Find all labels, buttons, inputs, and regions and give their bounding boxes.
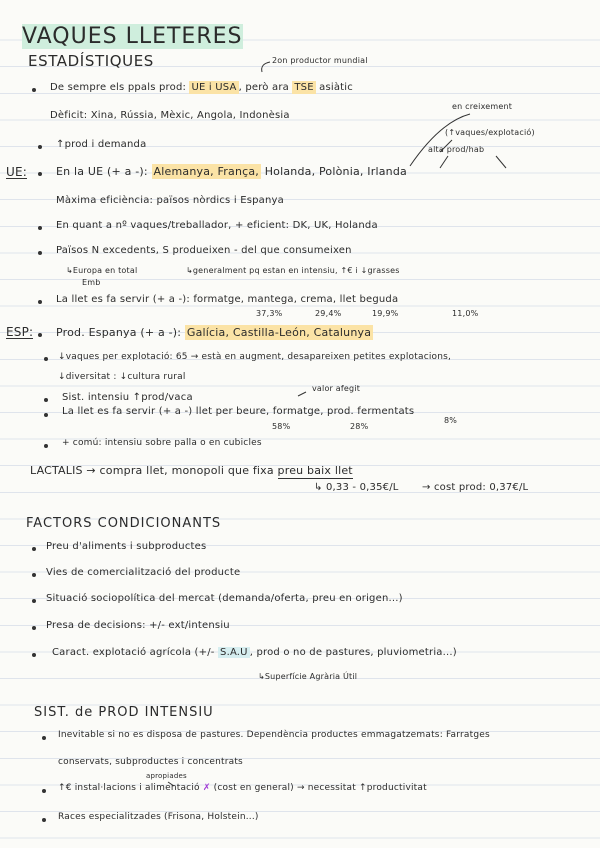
bullet-3 (38, 172, 42, 176)
heading-estadistiques: ESTADÍSTIQUES (28, 52, 154, 70)
annotation-valor-afegit: valor afegit (312, 384, 361, 393)
caract-pre: Caract. explotació agrícola (+/- (52, 647, 215, 658)
purple-x-icon: ✗ (202, 783, 211, 793)
caract-post: , prod o no de pastures, pluviometria...) (249, 647, 457, 658)
bullet-8 (44, 357, 48, 361)
annotation-europa-total: ↳Europa en total (66, 266, 138, 275)
line-lactalis-pre: LACTALIS → compra llet, monopoli que fixa (30, 464, 274, 477)
instal-post: (cost en general) → necessitat ↑productivitat (213, 783, 427, 793)
line-lactalis (30, 465, 353, 476)
highlight-tse: TSE (294, 82, 314, 93)
annotation-apropiades: apropiades (146, 772, 187, 780)
line-maxima-eficiencia: Màxima eficiència: països nòrdics i Espanya (56, 195, 284, 206)
bullet-15 (32, 626, 36, 630)
annotation-sau: ↳Superfície Agrària Útil (258, 672, 358, 681)
line-races: Races especialitzades (Frisona, Holstein...) (58, 812, 259, 822)
line-ppals-prod-mid: , però ara (238, 82, 289, 93)
arrow-alta-prod-1 (440, 156, 448, 168)
highlight-galicia-castilla-catalunya: Galícia, Castilla-León, Catalunya (186, 326, 372, 339)
line-comu: + comú: intensiu sobre palla o en cubicles (62, 438, 262, 448)
annotation-alta-prod: alta prod/hab (428, 145, 485, 154)
factor-item-1: Preu d'aliments i subproductes (46, 541, 207, 552)
bullet-17 (42, 736, 46, 740)
annotation-vaques-explotacio: (↑vaques/explotació) (445, 128, 535, 137)
line-paisos: Països N excedents, S produeixen - del que consumeixen (56, 245, 352, 256)
line-ppals-prod-post: asiàtic (319, 82, 353, 93)
highlight-ue-usa: UE i USA (191, 82, 237, 93)
bullet-6 (38, 300, 42, 304)
bullet-10 (44, 413, 48, 417)
bullet-13 (32, 573, 36, 577)
bullet-9 (44, 398, 48, 402)
arrow-creixement (410, 114, 470, 166)
bullet-7 (38, 333, 42, 337)
bullet-4 (38, 226, 42, 230)
line-vaques-explotacio-esp: ↓vaques per explotació: 65 → està en augment, desapareixen petites explotacions, (58, 352, 452, 362)
bullet-11 (44, 444, 48, 448)
pct-formatge-esp: 28% (350, 422, 369, 431)
bullet-2 (38, 145, 42, 149)
line-vaques-treballador: En quant a nº vaques/treballador, + eficient: DK, UK, Holanda (56, 220, 378, 231)
bullet-18 (42, 789, 46, 793)
page-title-text: VAQUES LLETERES (22, 24, 243, 49)
bullet-12 (32, 547, 36, 551)
line-ue-producers (56, 166, 407, 177)
line-prod-demanda: ↑prod i demanda (56, 139, 147, 150)
line-llet-servir-esp: La llet es fa servir (+ a -) llet per beure, formatge, prod. fermentats (62, 406, 415, 417)
line-ppals-prod-pre: De sempre els ppals prod: (50, 82, 187, 93)
factor-item-2: Vies de comercialització del producte (46, 567, 241, 578)
annotation-generalment: ↳generalment pq estan en intensiu, ↑€ i ↓grasses (186, 266, 400, 275)
pct-formatge-ue: 37,3% (256, 309, 283, 318)
annotation-producer: 2on productor mundial (272, 56, 368, 65)
annotation-creixement: en creixement (452, 102, 513, 111)
line-llet-servir: La llet es fa servir (+ a -): formatge, mantega, crema, llet beguda (56, 294, 399, 305)
line-ue-post: Holanda, Polònia, Irlanda (264, 165, 407, 178)
instal-pre: ↑€ instal·lacions i alimentació (58, 783, 200, 793)
lactalis-cost: → cost prod: 0,37€/L (422, 482, 529, 493)
bullet-19 (42, 818, 46, 822)
highlight-sau: S.A.U (220, 647, 248, 658)
arrow-valor-afegit (298, 392, 306, 396)
line-prod-espanya (56, 327, 373, 338)
line-conservats: conservats, subproductes i concentrats (58, 757, 243, 767)
arrow-producer (262, 62, 270, 72)
bullet-14 (32, 599, 36, 603)
line-prod-espanya-pre: Prod. Espanya (+ a -): (56, 326, 182, 339)
factor-item-4: Presa de decisions: +/- ext/intensiu (46, 620, 230, 631)
line-diversitat: ↓diversitat : ↓cultura rural (58, 372, 186, 382)
line-instal-lacions (58, 784, 427, 793)
pct-mantega-ue: 29,4% (315, 309, 342, 318)
lactalis-price: ↳ 0,33 - 0,35€/L (314, 482, 399, 493)
annotation-emb: Emb (82, 278, 101, 287)
line-inevitable: Inevitable si no es disposa de pastures. Dependència productes emmagatzemats: Farratges (58, 730, 490, 740)
line-ppals-prod (50, 83, 353, 93)
arrow-alta-prod-2 (496, 156, 506, 168)
factor-item-caract (52, 648, 457, 658)
pct-llet-ue: 11,0% (452, 309, 479, 318)
label-ue: UE: (6, 165, 28, 179)
factor-item-3: Situació sociopolítica del mercat (demanda/oferta, preu en origen...) (46, 593, 403, 604)
line-sist-intensiu: Sist. intensiu ↑prod/vaca (62, 392, 193, 403)
pct-beure-esp: 58% (272, 422, 291, 431)
line-deficit: Dèficit: Xina, Rússia, Mèxic, Angola, Indonèsia (50, 110, 290, 121)
bullet-5 (38, 251, 42, 255)
heading-factors: FACTORS CONDICIONANTS (26, 516, 222, 531)
pct-crema-ue: 19,9% (372, 309, 399, 318)
bullet-1 (32, 88, 36, 92)
label-esp: ESP: (6, 325, 34, 339)
highlight-alemanya-franca: Alemanya, França, (153, 165, 259, 178)
line-ue-pre: En la UE (+ a -): (56, 165, 148, 178)
lactalis-preu-baix: preu baix llet (277, 464, 353, 477)
page-title (22, 26, 243, 48)
bullet-16 (32, 653, 36, 657)
pct-fermentats-esp: 8% (444, 416, 458, 425)
heading-intensiu: SIST. de PROD INTENSIU (34, 705, 214, 720)
